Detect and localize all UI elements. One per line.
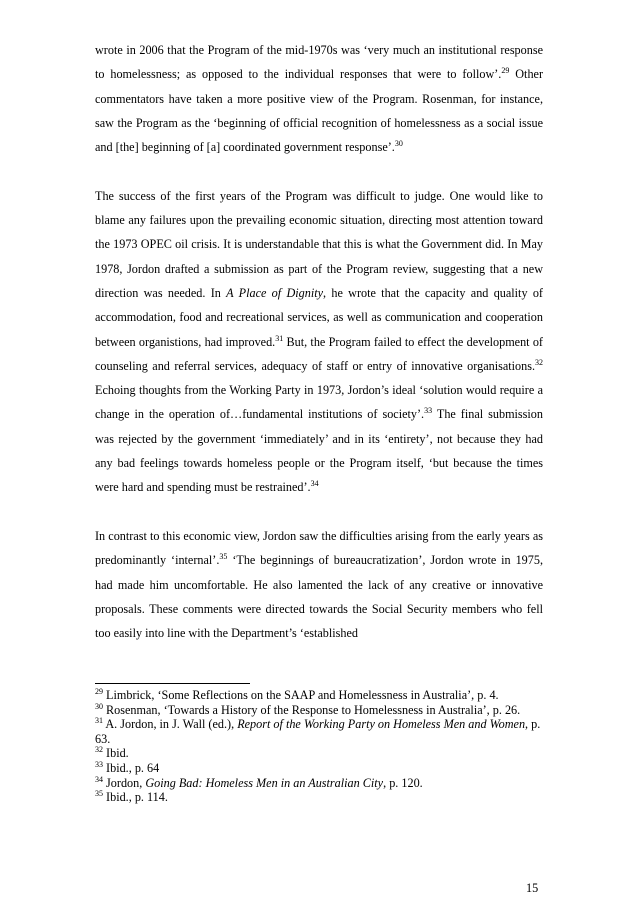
paragraph-3: [95, 524, 543, 645]
body-text: [95, 38, 543, 670]
paragraph-text: , he wrote that the capacity and quality of accommodation, food and recreational services, as well as communication and cooperation between organistions, had improved.: [95, 285, 543, 349]
paragraph-1: [95, 38, 543, 159]
footnote-30: [95, 703, 543, 718]
footnote-text: Jordon,: [103, 775, 146, 790]
footnote-number: 33: [95, 759, 103, 769]
footnote-separator: [95, 683, 250, 684]
paragraph-text: Other commentators have taken a more positive view of the Program. Rosenman, for instance, saw the Program as the ‘beginning of official recognition of homelessness as a social issue and [the] beginning of [a] coordinated government response’.: [95, 67, 544, 155]
footnote-text: Ibid., p. 114.: [103, 790, 168, 805]
footnote-text: Ibid.: [103, 746, 129, 761]
paragraph-text: wrote in 2006 that the Program of the mid-1970s was ‘very much an institutional response to homelessness; as opposed to the individual responses that were to follow’.: [95, 43, 543, 82]
footnote-number: 32: [95, 745, 103, 755]
footnote-ref-35[interactable]: 35: [219, 552, 228, 562]
footnote-text: Ibid., p. 64: [103, 760, 160, 775]
footnote-ref-29[interactable]: 29: [501, 66, 510, 76]
footnote-31: [95, 717, 543, 746]
footnote-number: 31: [95, 716, 103, 726]
paragraph-text: ‘The beginnings of bureaucratization’, Jordon wrote in 1975, had made him uncomfortable. He also lamented the lack of any creative or innovative proposals. These comments were directed towards the Social Security members who fell too easily into line with the Department’s ‘established: [95, 553, 544, 641]
paragraph-text: But, the Program failed to effect the development of counseling and referral services, adequacy of staff or entry of innovative organisations.: [95, 334, 543, 373]
book-title: A Place of Dignity: [226, 285, 324, 300]
footnote-35: [95, 790, 543, 805]
footnote-34: [95, 776, 543, 791]
footnote-29: [95, 688, 543, 703]
footnote-ref-31[interactable]: 31: [275, 333, 284, 343]
footnote-text: , p. 120.: [383, 775, 423, 790]
footnote-text: Limbrick, ‘Some Reflections on the SAAP and Homelessness in Australia’, p. 4.: [103, 688, 499, 702]
footnote-32: [95, 746, 543, 761]
footnote-number: 34: [95, 774, 103, 784]
footnote-number: 29: [95, 687, 103, 696]
footnote-number: 30: [95, 701, 103, 711]
page-number: 15: [526, 881, 539, 895]
paragraph-text: The final submission was rejected by the government ‘immediately’ and in its ‘entirety’, not because they had any bad feelings towards homeless people or the Program itself, ‘but because the times were hard and spending must be restrained’.: [95, 407, 543, 495]
footnote-text: Rosenman, ‘Towards a History of the Response to Homelessness in Australia’, p. 26.: [103, 702, 521, 717]
paragraph-text: In contrast to this economic view, Jordon saw the difficulties arising from the early years as predominantly ‘internal’.: [95, 528, 543, 568]
paragraph-2: [95, 184, 543, 500]
footnote-ref-32[interactable]: 32: [535, 357, 543, 367]
footnote-ref-30[interactable]: 30: [394, 139, 403, 149]
paragraph-text: Echoing thoughts from the Working Party in 1973, Jordon’s ideal ‘solution would require a change in the operation of…fundamental institutions of society’.: [95, 383, 543, 422]
footnote-ref-33[interactable]: 33: [424, 406, 433, 416]
footnote-title: Going Bad: Homeless Men in an Australian City: [145, 775, 384, 790]
footnotes: [95, 688, 543, 805]
footnote-title: Report of the Working Party on Homeless Men and Women: [237, 717, 526, 732]
footnote-ref-34[interactable]: 34: [310, 479, 319, 489]
footnote-text: A. Jordon, in J. Wall (ed.),: [103, 717, 238, 732]
footnote-number: 35: [95, 789, 103, 799]
paragraph-text: The success of the first years of the Program was difficult to judge. One would like to blame any failures upon the prevailing economic situation, directing most attention toward the 1973 OPEC oil crisis. It is understandable that this is what the Government did. In May 1978, Jordon drafted a submission as part of the Program review, suggesting that a new direction was needed. In: [95, 188, 543, 300]
footnote-text: , p. 63.: [95, 717, 541, 746]
footnote-33: [95, 761, 543, 776]
